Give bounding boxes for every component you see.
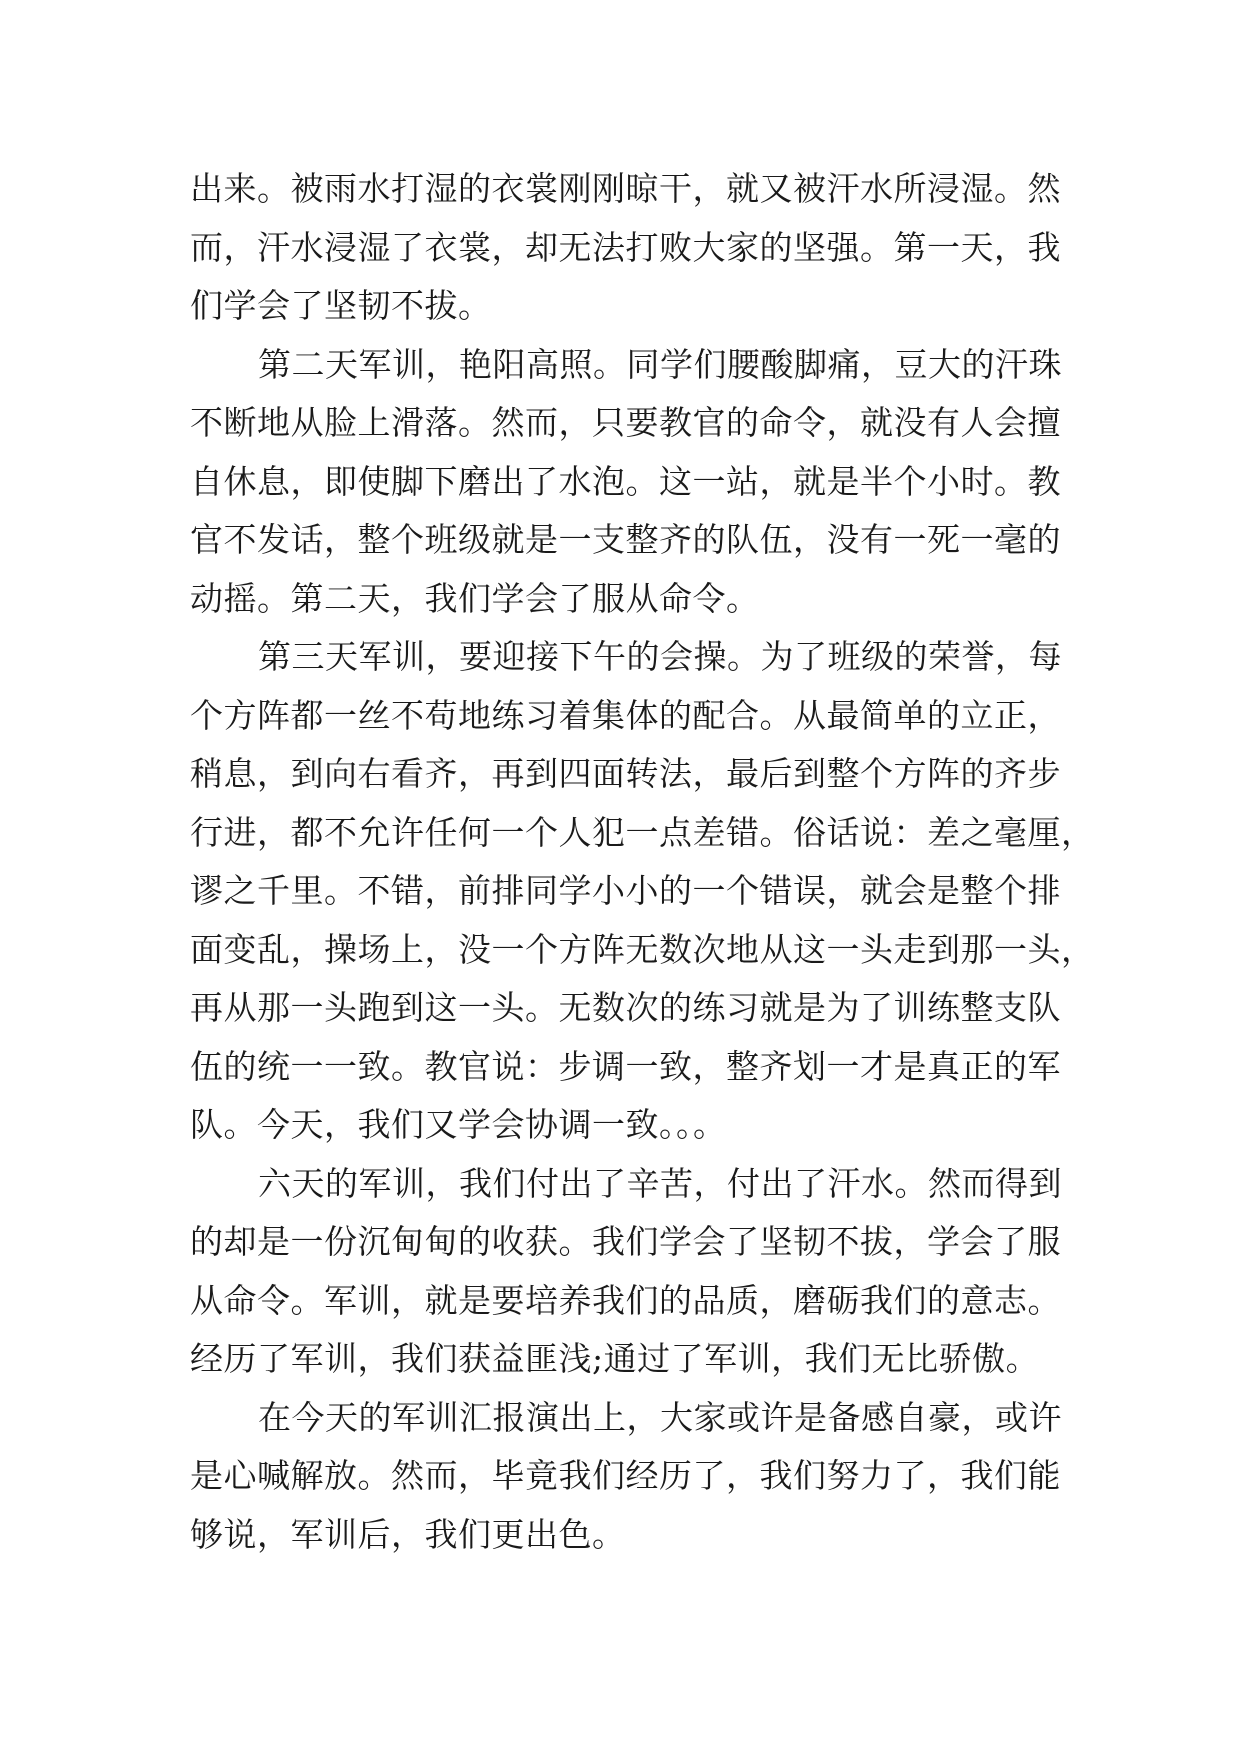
text-line: 谬之千里。不错，前排同学小小的一个错误，就会是整个排 (190, 871, 1061, 910)
document-body (190, 160, 1095, 1564)
paragraph-2 (190, 336, 1070, 629)
text-line: 出来。被雨水打湿的衣裳刚刚晾干，就又被汗水所浸湿。然 (190, 169, 1061, 208)
paragraph-1 (190, 160, 1070, 336)
text-line: 第二天军训，艳阳高照。同学们腰酸脚痛，豆大的汗珠 (258, 344, 1062, 384)
text-line: 第三天军训，要迎接下午的会操。为了班级的荣誉，每 (258, 637, 1062, 676)
text-line: 而，汗水浸湿了衣裳，却无法打败大家的坚强。第一天，我 (190, 227, 1061, 267)
text-line: 官不发话，整个班级就是一支整齐的队伍，没有一死一毫的 (190, 520, 1061, 559)
text-line: 自休息，即使脚下磨出了水泡。这一站，就是半个小时。教 (190, 461, 1061, 501)
text-line: 个方阵都一丝不苟地练习着集体的配合。从最简单的立正， (190, 695, 1061, 735)
text-line: 六天的军训，我们付出了辛苦，付出了汗水。然而得到 (258, 1163, 1062, 1203)
text-line: 伍的统一一致。教官说：步调一致，整齐划一才是真正的军 (190, 1046, 1061, 1086)
text-line: 面变乱，操场上，没一个方阵无数次地从这一头走到那一头， (190, 929, 1095, 969)
paragraph-5 (190, 1389, 1070, 1565)
text-line: 从命令。军训，就是要培养我们的品质，磨砺我们的意志。 (190, 1280, 1061, 1320)
text-line: 不断地从脸上滑落。然而，只要教官的命令，就没有人会擅 (190, 403, 1061, 442)
text-line: 经历了军训，我们获益匪浅;通过了军训，我们无比骄傲。 (190, 1339, 1040, 1378)
text-line: 动摇。第二天，我们学会了服从命令。 (190, 578, 760, 618)
text-line: 再从那一头跑到这一头。无数次的练习就是为了训练整支队 (190, 988, 1061, 1027)
text-line: 们学会了坚韧不拔。 (190, 286, 492, 325)
text-line: 够说，军训后，我们更出色。 (190, 1514, 626, 1554)
text-line: 在今天的军训汇报演出上，大家或许是备感自豪，或许 (258, 1397, 1062, 1437)
text-line: 的却是一份沉甸甸的收获。我们学会了坚韧不拔，学会了服 (190, 1222, 1061, 1261)
text-line: 是心喊解放。然而，毕竟我们经历了，我们努力了，我们能 (190, 1456, 1061, 1495)
paragraph-3 (190, 628, 1095, 1155)
text-line: 稍息，到向右看齐，再到四面转法，最后到整个方阵的齐步 (190, 754, 1061, 793)
text-line: 行进，都不允许任何一个人犯一点差错。俗话说：差之毫厘， (190, 812, 1095, 852)
text-line: 队。今天，我们又学会协调一致。。。 (190, 1105, 727, 1144)
paragraph-4 (190, 1155, 1070, 1389)
